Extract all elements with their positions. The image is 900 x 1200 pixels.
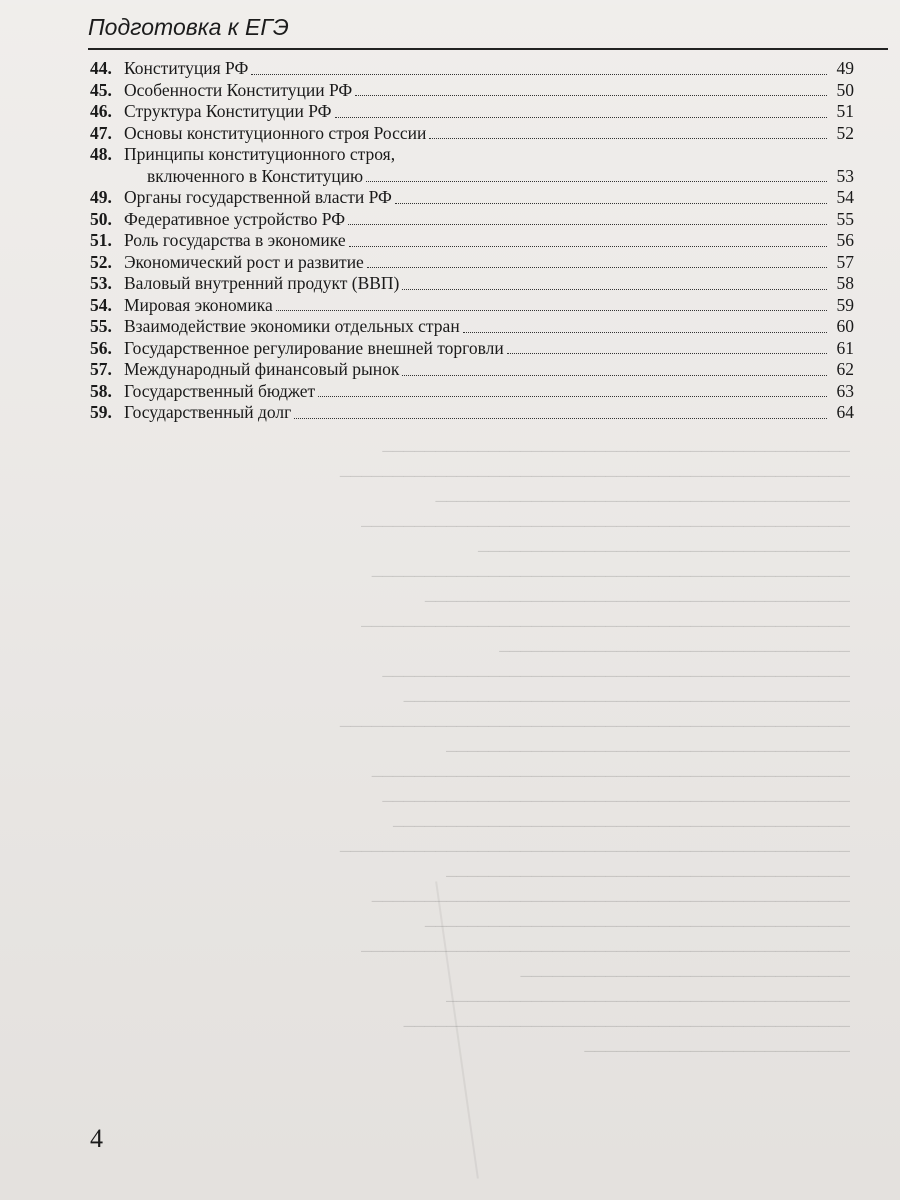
toc-entry — [90, 123, 854, 145]
toc-entry-title: Международный финансовый рынок — [124, 359, 400, 379]
toc-entry-number: 45. — [90, 79, 112, 100]
dot-leader — [507, 353, 827, 354]
toc-entry — [90, 209, 854, 231]
dot-leader — [402, 289, 827, 290]
toc-entry-title: Федеративное устройство РФ — [124, 208, 346, 229]
dot-leader — [349, 246, 827, 247]
toc-entry-title: Валовый внутренний продукт (ВВП) — [124, 273, 400, 293]
toc-entry-title: Роль государства в экономике — [124, 230, 346, 250]
dot-leader — [348, 224, 827, 225]
table-of-contents — [90, 58, 854, 424]
toc-entry — [90, 359, 854, 381]
toc-entry — [90, 252, 854, 274]
toc-entry-page: 62 — [836, 359, 854, 379]
dot-leader — [429, 138, 827, 139]
running-header: Подготовка к ЕГЭ — [88, 14, 289, 40]
page-number: 4 — [90, 1124, 103, 1153]
toc-entry-number: 47. — [90, 122, 112, 143]
toc-entry — [90, 58, 854, 80]
toc-entry-page: 50 — [836, 79, 854, 100]
toc-entry-number: 44. — [90, 58, 112, 78]
toc-entry-number: 58. — [90, 380, 112, 401]
toc-entry-number: 50. — [90, 208, 112, 229]
toc-entry-title: Основы конституционного строя России — [124, 122, 427, 143]
toc-entry-number: 49. — [90, 187, 112, 207]
dot-leader — [366, 181, 827, 182]
toc-entry-page: 59 — [836, 294, 854, 315]
toc-entry-title-continued: включенного в Конституцию — [147, 165, 364, 186]
toc-entry — [90, 101, 854, 123]
toc-entry-page: 52 — [836, 122, 854, 143]
toc-entry-page: 60 — [836, 316, 854, 336]
toc-entry-title: Структура Конституции РФ — [124, 101, 332, 121]
toc-entry — [90, 230, 854, 252]
toc-entry-page: 55 — [836, 208, 854, 229]
dot-leader — [335, 117, 828, 118]
toc-entry — [90, 381, 854, 403]
dot-leader — [318, 396, 827, 397]
toc-entry-page: 58 — [836, 273, 854, 293]
toc-entry-number: 48. — [90, 144, 112, 164]
toc-entry — [90, 187, 854, 209]
dot-leader — [402, 375, 827, 376]
toc-entry-number: 52. — [90, 251, 112, 272]
toc-entry-number: 57. — [90, 359, 112, 379]
toc-entry-page: 56 — [836, 230, 854, 250]
toc-entry — [90, 402, 854, 424]
toc-entry-page: 57 — [836, 251, 854, 272]
toc-entry-number: 51. — [90, 230, 112, 250]
toc-entry-title: Взаимодействие экономики отдельных стран — [124, 316, 460, 336]
toc-entry — [90, 338, 854, 360]
dot-leader — [251, 74, 827, 75]
toc-entry-title: Государственный бюджет — [124, 380, 316, 401]
toc-entry-number: 59. — [90, 402, 112, 422]
toc-entry — [90, 273, 854, 295]
toc-entry-page: 61 — [836, 337, 854, 358]
dot-leader — [395, 203, 827, 204]
toc-entry-page: 63 — [836, 380, 854, 401]
toc-entry — [90, 316, 854, 338]
toc-entry-page: 53 — [836, 165, 854, 186]
toc-entry-number: 55. — [90, 316, 112, 336]
dot-leader — [276, 310, 827, 311]
toc-entry-title: Государственный долг — [124, 402, 292, 422]
toc-entry-number: 53. — [90, 273, 112, 293]
toc-entry-title: Органы государственной власти РФ — [124, 187, 392, 207]
dot-leader — [463, 332, 827, 333]
toc-entry-number: 54. — [90, 294, 112, 315]
toc-entry-title: Принципы конституционного строя, — [124, 144, 396, 164]
toc-entry-page: 54 — [836, 187, 854, 207]
toc-entry-title: Конституция РФ — [124, 58, 249, 78]
toc-entry-number: 46. — [90, 101, 112, 121]
toc-entry-page: 49 — [836, 58, 854, 78]
dot-leader — [294, 418, 827, 419]
toc-entry — [90, 80, 854, 102]
toc-entry-title: Мировая экономика — [124, 294, 273, 315]
toc-entry-number: 56. — [90, 337, 112, 358]
header-rule — [88, 48, 888, 50]
bleed-through-texture: ──────────────────────────────────────────── ──────────────────────────────────────────────── ─────────────────────────────────────── ────────────────────────────────────────────── ─────────────────────────────────── ───────────────────────────────────────────── ──────────────────────────────────────── ────────────────────────────────────────────── ───────────────────────────────── ──────────────────────────────────────────── ────────────────────────────────────────── ──────────────────────────────────────────────── ────────────────────────────────────── ───────────────────────────────────────────── ──────────────────────────────────────────── ─────────────────────────────────────────── ──────────────────────────────────────────────── ────────────────────────────────────── ───────────────────────────────────────────── ──────────────────────────────────────── ────────────────────────────────────────────── ─────────────────────────────── ────────────────────────────────────── ────────────────────────────────────────── ───────────────────────── — [339, 444, 850, 1060]
toc-entry-page: 51 — [836, 101, 854, 121]
toc-entry-title: Особенности Конституции РФ — [124, 79, 353, 100]
toc-entry-page: 64 — [836, 402, 854, 422]
dot-leader — [367, 267, 827, 268]
toc-entry — [90, 295, 854, 317]
toc-entry — [90, 144, 854, 187]
toc-entry-title: Государственное регулирование внешней торговли — [124, 337, 504, 358]
dot-leader — [355, 95, 827, 96]
toc-entry-title: Экономический рост и развитие — [124, 251, 364, 272]
